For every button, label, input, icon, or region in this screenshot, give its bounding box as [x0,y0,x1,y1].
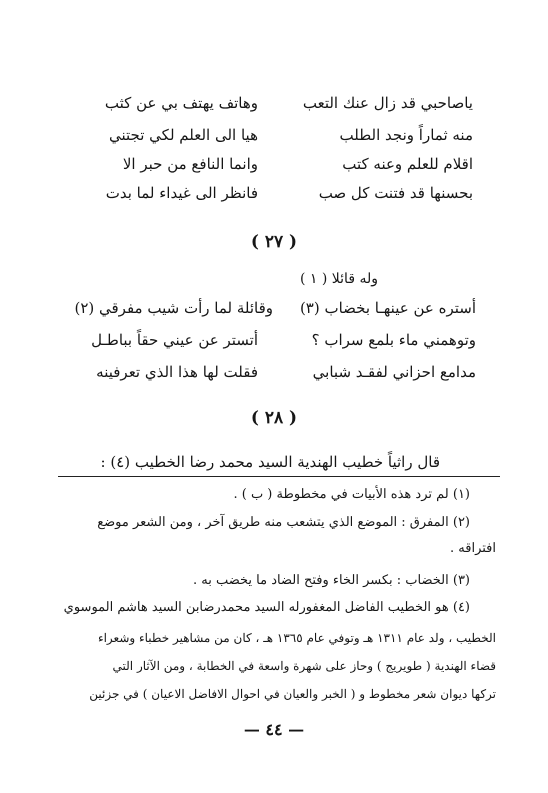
footnote-1: (١) لم ترد هذه الأبيات في مخطوطة ( ب ) . [233,487,470,502]
footnote-separator [58,476,500,477]
footnote-2-line-1: (٢) المفرق : الموضع الذي يتشعب منه طريق آخر ، ومن الشعر موضع [97,515,470,530]
page-number: — ٤٤ — [243,720,305,739]
footnote-4-line-1: (٤) هو الخطيب الفاضل المغفورله السيد محمدرضابن السيد هاشم الموسوي [63,600,470,615]
section-27-number: ( ٢٧ ) [250,232,298,252]
section-28-intro: قال راثياً خطيب الهندية السيد محمد رضا الخطيب (٤) : [100,453,440,471]
section-27-verse-2-second: وتوهمني ماء بلمع سراب ؟ [311,331,476,349]
verse-2-second-hemistich: منه ثماراً ونجد الطلب [339,126,473,144]
section-27-verse-1-first: وقائلة لما رأت شيب مفرقي (٢) [74,299,273,317]
section-27-verse-3-second: مدامع احزاني لفقـد شبابي [312,363,476,381]
footnote-4-line-2: الخطيب ، ولد عام ١٣١١ هـ وتوفي عام ١٣٦٥ هـ ، كان من مشاهير خطباء وشعراء [97,631,496,645]
verse-4-first-hemistich: فانظر الى غيداء لما بدت [105,184,258,202]
verse-2-first-hemistich: هيا الى العلم لكي تجتني [108,126,258,144]
verse-3-second-hemistich: اقلام للعلم وعنه كتب [342,155,473,173]
section-27-verse-1-second: أستره عن عينهـا بخضاب (٣) [299,299,476,317]
verse-1-first-hemistich: وهاتف يهتف بي عن كثب [104,94,258,112]
section-27-intro: وله قائلا ( ١ ) [299,271,378,287]
verse-1-second-hemistich: ياصاحبي قد زال عنك التعب [302,94,473,112]
footnote-2-line-2: افتراقه . [450,541,496,556]
footnote-4-line-4: تركها ديوان شعر مخطوط و ( الخبر والعيان في احوال الافاضل الاعيان ) في جزئين [89,687,496,701]
footnote-4-line-3: قضاء الهندية ( طويريج ) وحاز على شهرة واسعة في الخطابة ، ومن الآثار التي [112,659,496,673]
section-28-number: ( ٢٨ ) [250,408,298,428]
footnote-3: (٣) الخضاب : بكسر الخاء وفتح الضاد ما يخضب به . [193,573,470,588]
section-27-verse-3-first: فقلت لها هذا الذي تعرفينه [96,363,258,381]
verse-4-second-hemistich: بحسنها قد فتنت كل صب [318,184,473,202]
section-27-verse-2-first: أتستر عن عيني حقاً بباطـل [91,331,258,349]
verse-3-first-hemistich: وانما النافع من حبر الا [122,155,258,173]
